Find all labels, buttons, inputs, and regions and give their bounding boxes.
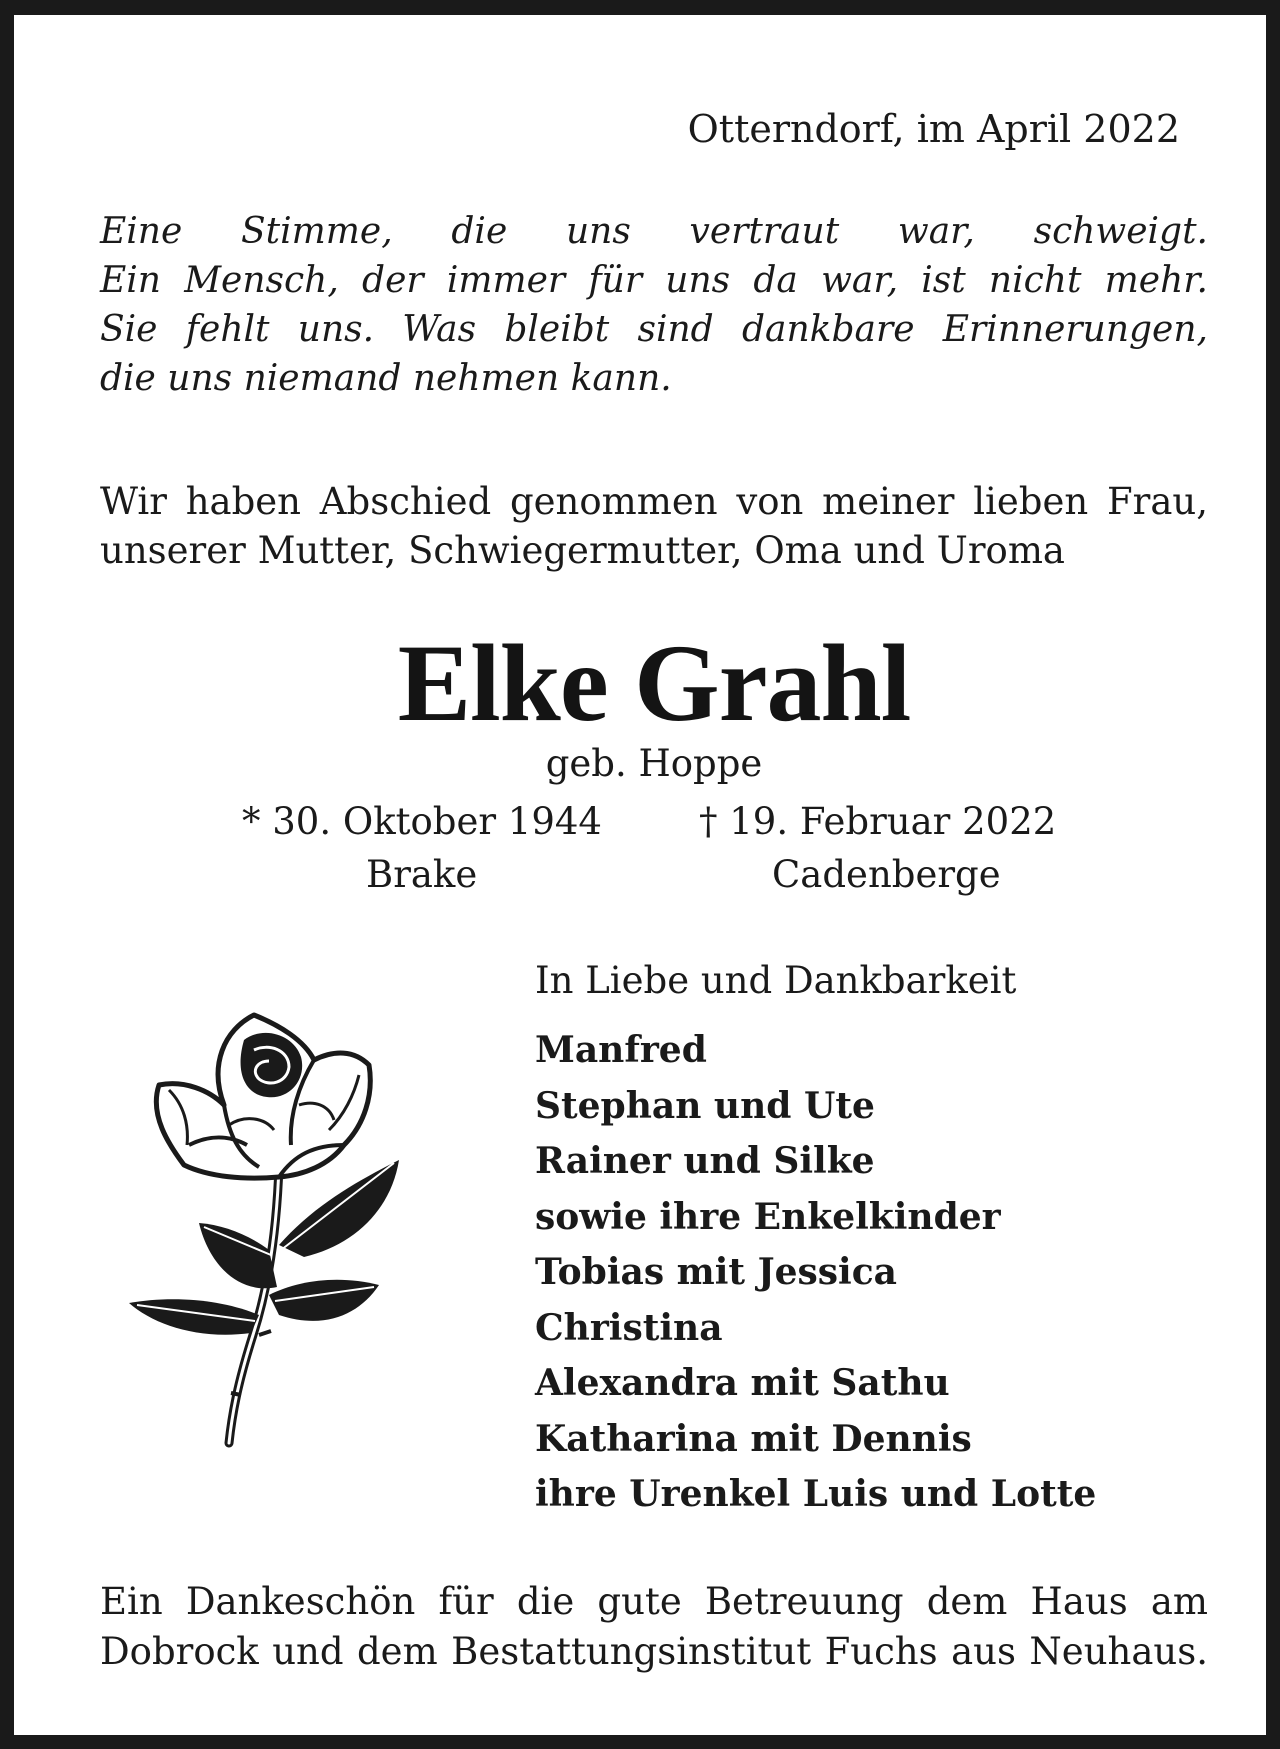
list-item: Katharina mit Dennis [535, 1417, 972, 1460]
death-place: Cadenberge [772, 853, 1001, 896]
list-item: Christina [535, 1306, 723, 1349]
closing-line: Ein Dankeschön für die gute Betreuung dem Haus am [100, 1580, 1208, 1623]
intro-line: unserer Mutter, Schwiegermutter, Oma und Uroma [100, 529, 1065, 572]
list-item: sowie ihre Enkelkinder [535, 1195, 1001, 1238]
birth-date: * 30. Oktober 1944 [242, 800, 602, 843]
poem-line: Ein Mensch, der immer für uns da war, ist nicht mehr. [100, 260, 1208, 301]
rose-icon [129, 995, 429, 1455]
poem-line: die uns niemand nehmen kann. [100, 358, 672, 399]
intro-line: Wir haben Abschied genommen von meiner lieben Frau, [100, 480, 1208, 523]
closing-thanks [100, 1577, 1208, 1677]
list-item: Manfred [535, 1029, 707, 1071]
maiden-name: geb. Hoppe [545, 742, 763, 785]
list-item: Stephan und Ute [535, 1084, 875, 1127]
mourners-heading: In Liebe und Dankbarkeit [535, 959, 1017, 1002]
poem-line: Sie fehlt uns. Was bleibt sind dankbare Erinnerungen, [100, 309, 1208, 350]
intro-text [100, 477, 1208, 575]
list-item: Tobias mit Jessica [535, 1251, 897, 1293]
mourners-list [535, 1023, 1096, 1523]
birth-place: Brake [366, 853, 478, 896]
death-date: † 19. Februar 2022 [699, 800, 1057, 843]
poem-line: Eine Stimme, die uns vertraut war, schweigt. [100, 211, 1208, 252]
deceased-name: Elke Grahl [397, 622, 911, 744]
closing-line: Dobrock und dem Bestattungsinstitut Fuchs aus Neuhaus. [100, 1630, 1208, 1673]
list-item: ihre Urenkel Luis und Lotte [535, 1473, 1097, 1515]
list-item: Rainer und Silke [535, 1140, 875, 1182]
place-date: Otterndorf, im April 2022 [687, 107, 1180, 151]
list-item: Alexandra mit Sathu [535, 1362, 950, 1404]
poem [100, 207, 1208, 403]
